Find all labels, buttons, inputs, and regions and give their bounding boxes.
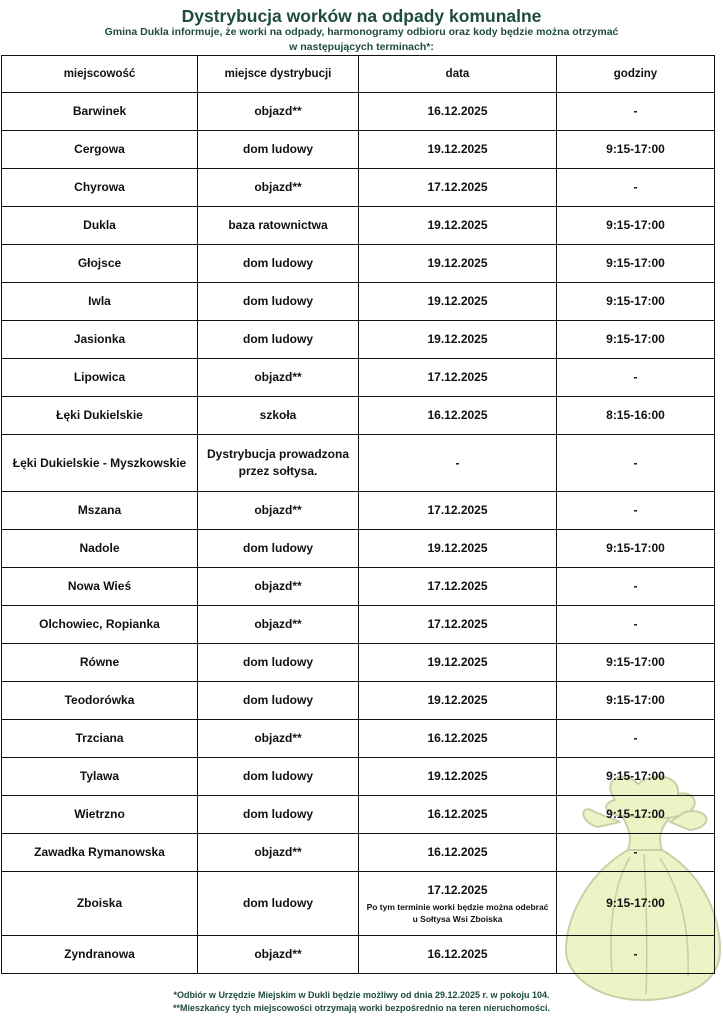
cell-date: 19.12.2025 bbox=[359, 245, 557, 283]
table-row bbox=[2, 169, 715, 207]
cell-location: dom ludowy bbox=[198, 283, 359, 321]
table-row bbox=[2, 644, 715, 682]
cell-location: dom ludowy bbox=[198, 644, 359, 682]
cell-hours: 9:15-17:00 bbox=[557, 245, 715, 283]
cell-place: Olchowiec, Ropianka bbox=[2, 606, 198, 644]
cell-location: objazd** bbox=[198, 834, 359, 872]
cell-place: Nowa Wieś bbox=[2, 568, 198, 606]
cell-location: objazd** bbox=[198, 169, 359, 207]
cell-place: Łęki Dukielskie bbox=[2, 397, 198, 435]
cell-place: Chyrowa bbox=[2, 169, 198, 207]
table-row bbox=[2, 397, 715, 435]
cell-date: - bbox=[359, 435, 557, 492]
cell-date: 17.12.2025 bbox=[359, 492, 557, 530]
cell-hours: - bbox=[557, 93, 715, 131]
cell-place: Głojsce bbox=[2, 245, 198, 283]
cell-location: dom ludowy bbox=[198, 758, 359, 796]
cell-hours: 9:15-17:00 bbox=[557, 321, 715, 359]
cell-date: 19.12.2025 bbox=[359, 283, 557, 321]
footnotes bbox=[0, 989, 723, 1015]
cell-place: Wietrzno bbox=[2, 796, 198, 834]
cell-date: 19.12.2025 bbox=[359, 758, 557, 796]
cell-date: 17.12.2025 bbox=[359, 169, 557, 207]
page-subtitle bbox=[0, 25, 723, 55]
cell-location: objazd** bbox=[198, 936, 359, 974]
col-header-place: miejscowość bbox=[2, 56, 198, 93]
cell-place: Zawadka Rymanowska bbox=[2, 834, 198, 872]
cell-date: 19.12.2025 bbox=[359, 644, 557, 682]
cell-hours: 9:15-17:00 bbox=[557, 796, 715, 834]
cell-location: dom ludowy bbox=[198, 530, 359, 568]
cell-date: 16.12.2025 bbox=[359, 720, 557, 758]
table-row bbox=[2, 796, 715, 834]
cell-place: Równe bbox=[2, 644, 198, 682]
table-row bbox=[2, 131, 715, 169]
footnote-2: **Mieszkańcy tych miejscowości otrzymają worki bezpośrednio na teren nieruchomości. bbox=[172, 1003, 551, 1013]
cell-location: Dystrybucja prowadzona przez sołtysa. bbox=[198, 435, 359, 492]
cell-hours: - bbox=[557, 936, 715, 974]
cell-place: Zboiska bbox=[2, 872, 198, 936]
cell-place: Teodorówka bbox=[2, 682, 198, 720]
table-row bbox=[2, 936, 715, 974]
cell-location: objazd** bbox=[198, 606, 359, 644]
table-row bbox=[2, 359, 715, 397]
cell-date: 16.12.2025 bbox=[359, 936, 557, 974]
cell-hours: 9:15-17:00 bbox=[557, 644, 715, 682]
cell-hours: - bbox=[557, 720, 715, 758]
cell-hours: 9:15-17:00 bbox=[557, 758, 715, 796]
subtitle-line-1: Gmina Dukla informuje, że worki na odpady, harmonogramy odbioru oraz kody będzie można otrzymać bbox=[104, 26, 619, 38]
cell-place: Jasionka bbox=[2, 321, 198, 359]
cell-location: dom ludowy bbox=[198, 682, 359, 720]
table-row bbox=[2, 207, 715, 245]
table-row bbox=[2, 758, 715, 796]
cell-location: baza ratownictwa bbox=[198, 207, 359, 245]
cell-place: Mszana bbox=[2, 492, 198, 530]
cell-hours: - bbox=[557, 435, 715, 492]
cell-location: dom ludowy bbox=[198, 872, 359, 936]
cell-location: szkoła bbox=[198, 397, 359, 435]
table-row bbox=[2, 530, 715, 568]
distribution-table bbox=[1, 55, 715, 974]
cell-location: dom ludowy bbox=[198, 245, 359, 283]
cell-hours: 9:15-17:00 bbox=[557, 530, 715, 568]
cell-date: 19.12.2025 bbox=[359, 131, 557, 169]
cell-hours: 8:15-16:00 bbox=[557, 397, 715, 435]
cell-hours: 9:15-17:00 bbox=[557, 872, 715, 936]
cell-date: 19.12.2025 bbox=[359, 682, 557, 720]
table-row bbox=[2, 872, 715, 936]
cell-place: Cergowa bbox=[2, 131, 198, 169]
cell-hours: - bbox=[557, 568, 715, 606]
cell-place: Łęki Dukielskie - Myszkowskie bbox=[2, 435, 198, 492]
cell-place: Dukla bbox=[2, 207, 198, 245]
col-header-hours: godziny bbox=[557, 56, 715, 93]
cell-date-note: Po tym terminie worki będzie można odebrać u Sołtysa Wsi Zboiska bbox=[366, 902, 549, 924]
cell-hours: - bbox=[557, 359, 715, 397]
table-header-row bbox=[2, 56, 715, 93]
table-row bbox=[2, 720, 715, 758]
cell-place: Iwla bbox=[2, 283, 198, 321]
table-row bbox=[2, 245, 715, 283]
cell-date: 19.12.2025 bbox=[359, 207, 557, 245]
cell-place: Trzciana bbox=[2, 720, 198, 758]
cell-date bbox=[359, 872, 557, 936]
cell-hours: - bbox=[557, 492, 715, 530]
cell-location: objazd** bbox=[198, 359, 359, 397]
cell-location: dom ludowy bbox=[198, 796, 359, 834]
cell-hours: 9:15-17:00 bbox=[557, 283, 715, 321]
cell-date: 16.12.2025 bbox=[359, 397, 557, 435]
table-row bbox=[2, 834, 715, 872]
cell-location: objazd** bbox=[198, 93, 359, 131]
page-title: Dystrybucja worków na odpady komunalne bbox=[181, 6, 542, 26]
cell-date: 19.12.2025 bbox=[359, 321, 557, 359]
cell-date: 17.12.2025 bbox=[359, 359, 557, 397]
cell-hours: - bbox=[557, 834, 715, 872]
table-row bbox=[2, 321, 715, 359]
cell-location: dom ludowy bbox=[198, 131, 359, 169]
cell-date: 19.12.2025 bbox=[359, 530, 557, 568]
table-row bbox=[2, 492, 715, 530]
cell-place: Barwinek bbox=[2, 93, 198, 131]
table-row bbox=[2, 682, 715, 720]
cell-hours: 9:15-17:00 bbox=[557, 207, 715, 245]
cell-hours: - bbox=[557, 606, 715, 644]
cell-place: Nadole bbox=[2, 530, 198, 568]
footnote-1: *Odbiór w Urzędzie Miejskim w Dukli będzie możliwy od dnia 29.12.2025 r. w pokoju 104. bbox=[173, 990, 550, 1000]
cell-date: 17.12.2025 bbox=[359, 568, 557, 606]
table-row bbox=[2, 435, 715, 492]
table-row bbox=[2, 606, 715, 644]
cell-location: objazd** bbox=[198, 492, 359, 530]
cell-date: 17.12.2025 bbox=[359, 606, 557, 644]
col-header-location: miejsce dystrybucji bbox=[198, 56, 359, 93]
cell-location: objazd** bbox=[198, 720, 359, 758]
cell-hours: - bbox=[557, 169, 715, 207]
cell-date-value: 17.12.2025 bbox=[427, 883, 488, 897]
subtitle-line-2: w następujących terminach*: bbox=[289, 41, 434, 53]
cell-date: 16.12.2025 bbox=[359, 796, 557, 834]
cell-location: dom ludowy bbox=[198, 321, 359, 359]
cell-date: 16.12.2025 bbox=[359, 93, 557, 131]
cell-date: 16.12.2025 bbox=[359, 834, 557, 872]
cell-place: Lipowica bbox=[2, 359, 198, 397]
table-row bbox=[2, 93, 715, 131]
cell-place: Tylawa bbox=[2, 758, 198, 796]
cell-location: objazd** bbox=[198, 568, 359, 606]
cell-hours: 9:15-17:00 bbox=[557, 131, 715, 169]
cell-place: Zyndranowa bbox=[2, 936, 198, 974]
table-row bbox=[2, 283, 715, 321]
table-row bbox=[2, 568, 715, 606]
cell-hours: 9:15-17:00 bbox=[557, 682, 715, 720]
col-header-date: data bbox=[359, 56, 557, 93]
